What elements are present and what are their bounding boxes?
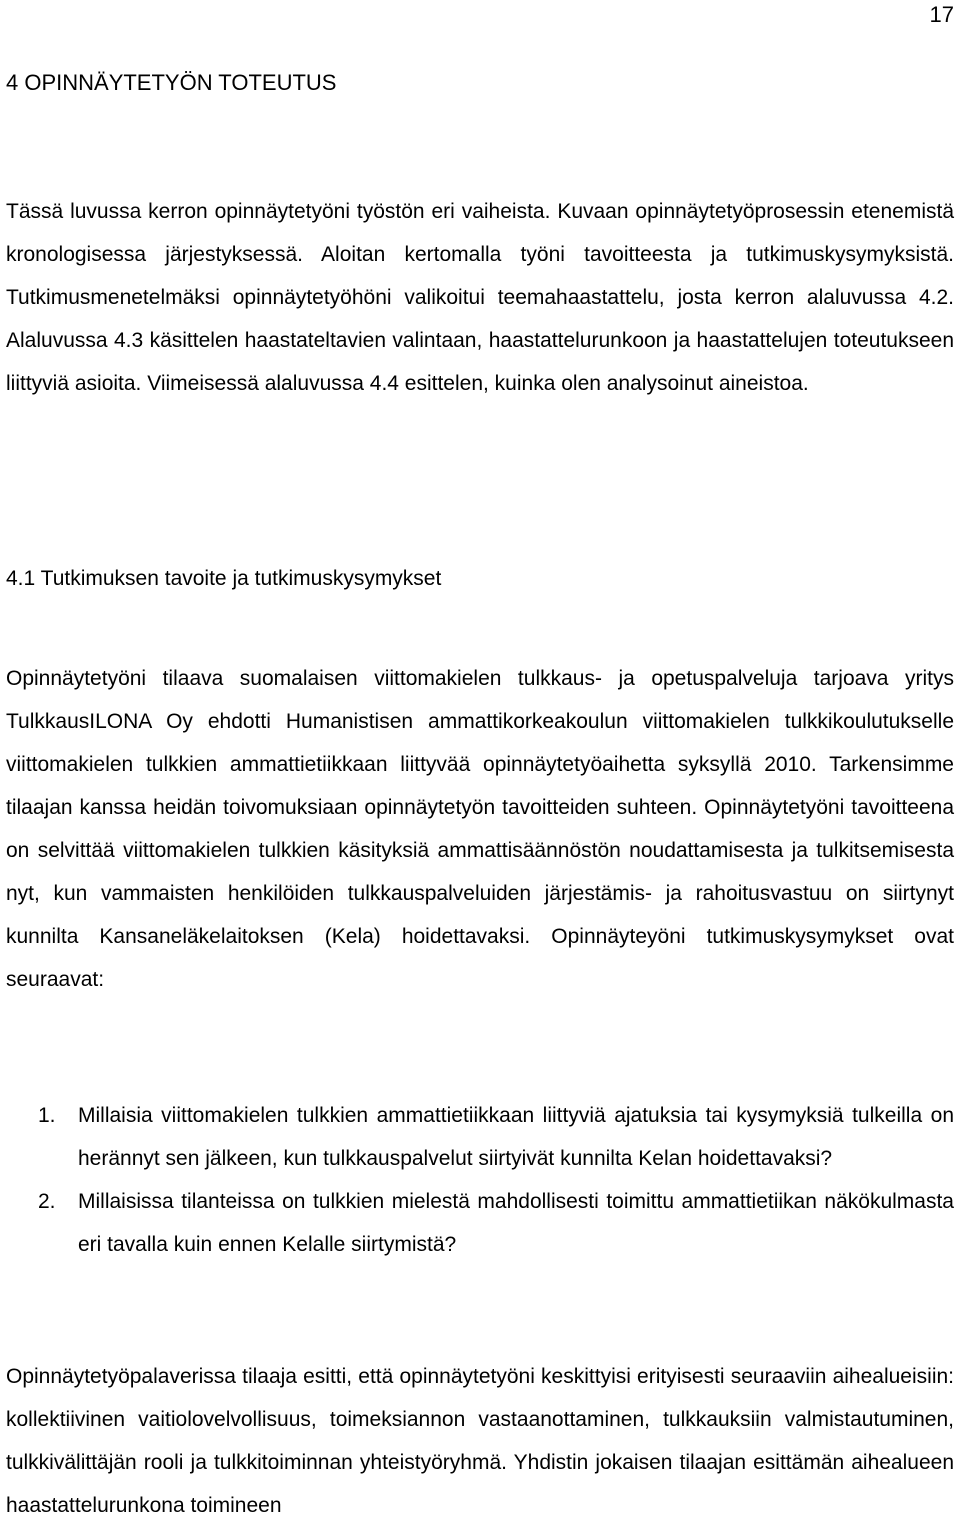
section-title: 4.1 Tutkimuksen tavoite ja tutkimuskysymykset bbox=[6, 567, 442, 590]
list-item bbox=[6, 1180, 954, 1266]
research-questions-list bbox=[6, 1094, 954, 1266]
section-paragraph-2: Opinnäytetyöpalaverissa tilaaja esitti, että opinnäytetyöni keskittyisi erityisesti seuraaviin aihealueisiin: kollektiivinen vaitiolovelvollisuus, toimeksiannon vastaanottaminen, tulkkauksiin valmistautuminen, tulkkivälittäjän rooli ja tulkkitoiminnan yhteistyöryhmä. Yhdistin jokaisen tilaajan esittämän aihealueen haastattelurunkona toimineen bbox=[6, 1365, 954, 1517]
list-item bbox=[6, 1094, 954, 1180]
page-number: 17 bbox=[929, 2, 954, 27]
list-item-text: Millaisissa tilanteissa on tulkkien mielestä mahdollisesti toimittu ammattietiikan näkökulmasta eri tavalla kuin ennen Kelalle siirtymistä? bbox=[78, 1190, 954, 1256]
list-item-text: Millaisia viittomakielen tulkkien ammattietiikkaan liittyviä ajatuksia tai kysymyksiä tulkeilla on herännyt sen jälkeen, kun tulkkauspalvelut siirtyivät kunnilta Kelan hoidettavaksi? bbox=[78, 1104, 954, 1170]
list-item-number: 2. bbox=[38, 1190, 56, 1213]
chapter-title: 4 OPINNÄYTETYÖN TOTEUTUS bbox=[6, 70, 337, 95]
list-item-number: 1. bbox=[38, 1104, 56, 1127]
intro-paragraph: Tässä luvussa kerron opinnäytetyöni työstön eri vaiheista. Kuvaan opinnäytetyöprosessin etenemistä kronologisessa järjestyksessä. Aloitan kertomalla työni tavoitteesta ja tutkimuskysymyksistä. Tutkimusmenetelmäksi opinnäytetyöhöni valikoitui teemahaastattelu, josta kerron alaluvussa 4.2. Alaluvussa 4.3 käsittelen haastateltavien valintaan, haastattelurunkoon ja haastattelujen toteutukseen liittyviä asioita. Viimeisessä alaluvussa 4.4 esittelen, kuinka olen analysoinut aineistoa. bbox=[6, 200, 954, 395]
section-paragraph-1: Opinnäytetyöni tilaava suomalaisen viittomakielen tulkkaus- ja opetuspalveluja tarjoava yritys TulkkausILONA Oy ehdotti Humanistisen ammattikorkeakoulun viittomakielen tulkkikoulutukselle viittomakielen tulkkien ammattietiikkaan liittyvää opinnäytetyöaihetta syksyllä 2010. Tarkensimme tilaajan kanssa heidän toivomuksiaan opinnäytetyön tavoitteiden suhteen. Opinnäytetyöni tavoitteena on selvittää viittomakielen tulkkien käsityksiä ammattisäännöstön noudattamisesta ja tulkitsemisesta nyt, kun vammaisten henkilöiden tulkkauspalveluiden järjestämis- ja rahoitusvastuu on siirtynyt kunnilta Kansaneläkelaitoksen (Kela) hoidettavaksi. Opinnäyteyöni tutkimuskysymykset ovat seuraavat: bbox=[6, 667, 954, 991]
